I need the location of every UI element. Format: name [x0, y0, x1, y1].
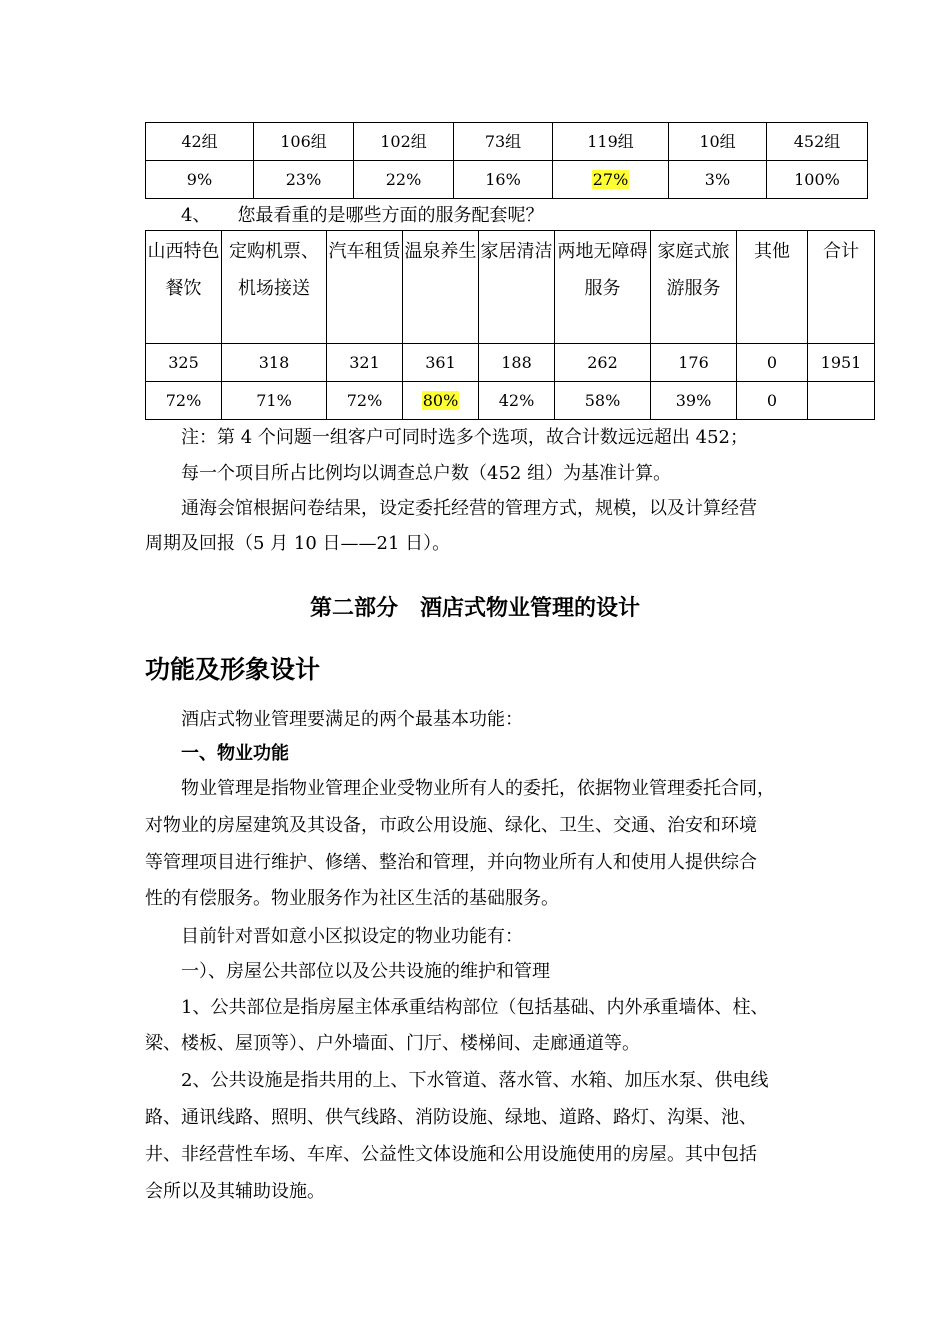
table-cell: 188 — [479, 344, 555, 382]
paragraph-line: 周期及回报（5 月 10 日——21 日）。 — [145, 533, 451, 554]
table-row — [146, 123, 868, 161]
section-title: 功能及形象设计 — [145, 655, 321, 684]
paragraph-line: 物业管理是指物业管理企业受物业所有人的委托，依据物业管理委托合同， — [181, 778, 775, 799]
table-cell: 1951 — [808, 344, 875, 382]
table-cell: 72% — [146, 382, 222, 420]
table-cell: 176 — [651, 344, 737, 382]
table-cell: 39% — [651, 382, 737, 420]
table-row — [146, 382, 875, 420]
survey-result-table-2 — [145, 230, 875, 420]
table-header-cell: 温泉养生 — [403, 231, 479, 344]
paragraph-line: 路、通讯线路、照明、供气线路、消防设施、绿地、道路、路灯、沟渠、池、 — [145, 1107, 757, 1128]
paragraph-line: 等管理项目进行维护、修缮、整治和管理，并向物业所有人和使用人提供综合 — [145, 852, 757, 873]
table-header-row — [146, 231, 875, 344]
table-cell: 119组 — [553, 123, 669, 161]
table-cell: 23% — [254, 161, 354, 199]
table-cell: 71% — [222, 382, 327, 420]
table-cell: 72% — [327, 382, 403, 420]
table-header-cell: 家居清洁 — [479, 231, 555, 344]
table-cell: 321 — [327, 344, 403, 382]
table-cell: 16% — [454, 161, 553, 199]
survey-result-table-1 — [145, 122, 868, 199]
paragraph-line: 梁、楼板、屋顶等）、户外墙面、门厅、楼梯间、走廊通道等。 — [145, 1033, 640, 1054]
table-header-cell: 合计 — [808, 231, 875, 344]
question-4: 4、 您最看重的是哪些方面的服务配套呢？ — [181, 205, 544, 226]
table-cell: 318 — [222, 344, 327, 382]
table-cell: 106组 — [254, 123, 354, 161]
paragraph-line: 目前针对晋如意小区拟设定的物业功能有： — [181, 926, 523, 947]
table-cell: 3% — [669, 161, 767, 199]
note-line: 注：第 4 个问题一组客户可同时选多个选项，故合计数远远超出 452； — [181, 427, 748, 448]
paragraph-line: 酒店式物业管理要满足的两个最基本功能： — [181, 709, 523, 730]
highlighted-value: 27% — [592, 170, 629, 189]
table-row — [146, 344, 875, 382]
table-cell: 9% — [146, 161, 254, 199]
table-header-cell: 汽车租赁 — [327, 231, 403, 344]
table-cell: 262 — [555, 344, 651, 382]
table-cell: 22% — [354, 161, 454, 199]
highlighted-value: 80% — [422, 391, 459, 410]
table-cell: 0 — [737, 382, 808, 420]
subsection-title: 一、物业功能 — [181, 743, 289, 764]
table-cell: 42组 — [146, 123, 254, 161]
table-cell: 58% — [555, 382, 651, 420]
table-header-cell: 定购机票、机场接送 — [222, 231, 327, 344]
table-cell: 42% — [479, 382, 555, 420]
table-header-cell: 其他 — [737, 231, 808, 344]
paragraph-line: 井、非经营性车场、车库、公益性文体设施和公用设施使用的房屋。其中包括 — [145, 1144, 757, 1165]
table-cell — [808, 382, 875, 420]
paragraph-line: 通海会馆根据问卷结果，设定委托经营的管理方式，规模，以及计算经营 — [181, 498, 757, 519]
paragraph-line: 对物业的房屋建筑及其设备，市政公用设施、绿化、卫生、交通、治安和环境 — [145, 815, 757, 836]
table-cell: 0 — [737, 344, 808, 382]
table-header-cell: 家庭式旅游服务 — [651, 231, 737, 344]
table-header-cell: 两地无障碍服务 — [555, 231, 651, 344]
paragraph-line: 一）、房屋公共部位以及公共设施的维护和管理 — [181, 961, 550, 982]
table-cell: 100% — [767, 161, 868, 199]
part-title: 第二部分 酒店式物业管理的设计 — [309, 596, 640, 621]
table-cell — [553, 161, 669, 199]
paragraph-line: 性的有偿服务。物业服务作为社区生活的基础服务。 — [145, 888, 559, 909]
paragraph-line: 2、公共设施是指共用的上、下水管道、落水管、水箱、加压水泵、供电线 — [181, 1070, 769, 1091]
table-cell: 361 — [403, 344, 479, 382]
paragraph-line: 会所以及其辅助设施。 — [145, 1181, 325, 1202]
table-cell: 325 — [146, 344, 222, 382]
paragraph-line: 1、公共部位是指房屋主体承重结构部位（包括基础、内外承重墙体、柱、 — [181, 997, 769, 1018]
table-cell — [403, 382, 479, 420]
table-cell: 10组 — [669, 123, 767, 161]
table-row — [146, 161, 868, 199]
note-line: 每一个项目所占比例均以调查总户数（452 组）为基准计算。 — [181, 463, 672, 484]
table-header-cell: 山西特色餐饮 — [146, 231, 222, 344]
table-cell: 452组 — [767, 123, 868, 161]
table-cell: 102组 — [354, 123, 454, 161]
table-cell: 73组 — [454, 123, 553, 161]
